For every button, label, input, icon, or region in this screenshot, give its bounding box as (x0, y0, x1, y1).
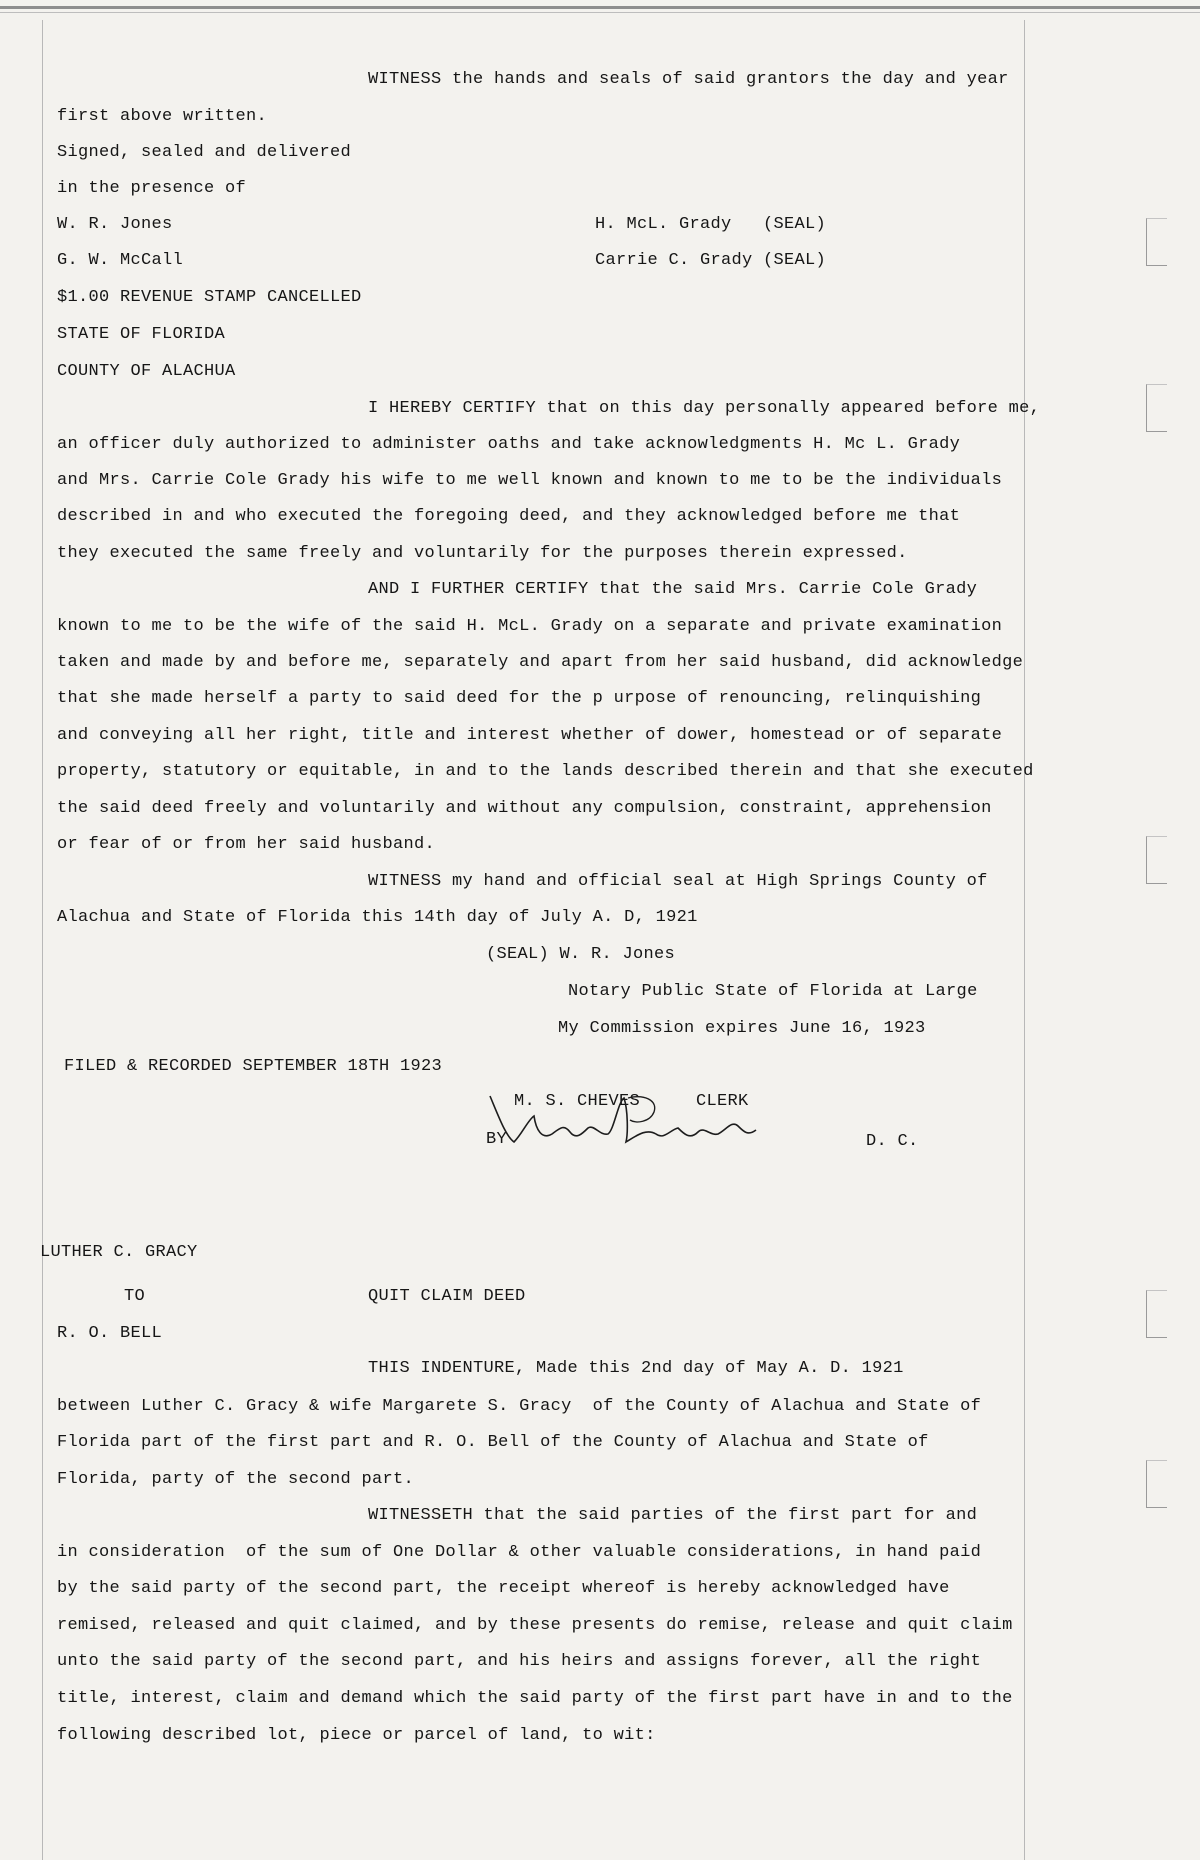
grantee-heading: R. O. BELL (57, 1324, 163, 1343)
certificate-line: and Mrs. Carrie Cole Grady his wife to me well known and known to me to be the individuals (57, 471, 1003, 490)
certificate-line: and conveying all her right, title and interest whether of dower, homestead or of separate (57, 726, 1003, 745)
to-label: TO (124, 1287, 146, 1306)
indenture-line: Florida, party of the second part. (57, 1470, 415, 1489)
certificate-line: Alachua and State of Florida this 14th day of July A. D, 1921 (57, 908, 698, 927)
notary-title: Notary Public State of Florida at Large (568, 982, 978, 1001)
deed-type-heading: QUIT CLAIM DEED (368, 1287, 526, 1306)
filed-recorded-line: FILED & RECORDED SEPTEMBER 18TH 1923 (64, 1057, 443, 1076)
certificate-line: an officer duly authorized to administer oaths and take acknowledgments H. Mc L. Grady (57, 435, 961, 454)
commission-expiry: My Commission expires June 16, 1923 (558, 1019, 926, 1038)
certificate-line: described in and who executed the foregoing deed, and they acknowledged before me that (57, 507, 961, 526)
certificate-line: I HEREBY CERTIFY that on this day personally appeared before me, (368, 399, 1041, 418)
binder-hole-mark (1146, 384, 1167, 432)
certificate-line: they executed the same freely and voluntarily for the purposes therein expressed. (57, 544, 908, 563)
witness-name-1: W. R. Jones (57, 215, 173, 234)
binder-hole-mark (1146, 1460, 1167, 1508)
certificate-line: or fear of or from her said husband. (57, 835, 436, 854)
presence-line: in the presence of (57, 179, 247, 198)
indenture-line: between Luther C. Gracy & wife Margarete S. Gracy of the County of Alachua and State of (57, 1397, 982, 1416)
grantor-heading: LUTHER C. GRACY (40, 1243, 198, 1262)
indenture-line: following described lot, piece or parcel of land, to wit: (57, 1726, 656, 1745)
witness-name-2: G. W. McCall (57, 251, 184, 270)
certificate-line: AND I FURTHER CERTIFY that the said Mrs. Carrie Cole Grady (368, 580, 978, 599)
witness-line-cont: first above written. (57, 107, 268, 126)
state-heading: STATE OF FLORIDA (57, 325, 226, 344)
indenture-line: title, interest, claim and demand which the said party of the first part have in and to the (57, 1689, 1013, 1708)
left-margin-rule (42, 20, 43, 1860)
witness-line: WITNESS the hands and seals of said grantors the day and year (368, 70, 1009, 89)
grantor-signature-1: H. McL. Grady (SEAL) (595, 215, 827, 234)
certificate-line: property, statutory or equitable, in and to the lands described therein and that she executed (57, 762, 1034, 781)
county-heading: COUNTY OF ALACHUA (57, 362, 236, 381)
certificate-line: known to me to be the wife of the said H. McL. Grady on a separate and private examination (57, 617, 1003, 636)
top-border-rule-thin (0, 12, 1200, 13)
binder-hole-mark (1146, 836, 1167, 884)
revenue-stamp-note: $1.00 REVENUE STAMP CANCELLED (57, 288, 362, 307)
clerk-name: M. S. CHEVES (514, 1092, 641, 1111)
certificate-line: that she made herself a party to said deed for the p urpose of renouncing, relinquishing (57, 689, 982, 708)
notary-signature: (SEAL) W. R. Jones (486, 945, 676, 964)
grantor-signature-2: Carrie C. Grady (SEAL) (595, 251, 827, 270)
binder-hole-mark (1146, 1290, 1167, 1338)
certificate-line: the said deed freely and voluntarily and without any compulsion, constraint, apprehension (57, 799, 992, 818)
deputy-clerk-label: D. C. (866, 1132, 919, 1151)
indenture-line: WITNESSETH that the said parties of the first part for and (368, 1506, 978, 1525)
indenture-line: in consideration of the sum of One Dollar & other valuable considerations, in hand paid (57, 1543, 982, 1562)
binder-hole-mark (1146, 218, 1167, 266)
certificate-line: taken and made by and before me, separately and apart from her said husband, did acknowledge (57, 653, 1024, 672)
by-label: BY (486, 1130, 508, 1149)
deputy-clerk-signature (478, 1090, 778, 1160)
right-margin-rule (1024, 20, 1025, 1860)
indenture-line: remised, released and quit claimed, and by these presents do remise, release and quit claim (57, 1616, 1013, 1635)
certificate-line: WITNESS my hand and official seal at High Springs County of (368, 872, 988, 891)
clerk-title: CLERK (696, 1092, 749, 1111)
indenture-line: by the said party of the second part, the receipt whereof is hereby acknowledged have (57, 1579, 950, 1598)
top-border-rule (0, 6, 1200, 9)
signed-sealed-line: Signed, sealed and delivered (57, 143, 352, 162)
indenture-line: Florida part of the first part and R. O. Bell of the County of Alachua and State of (57, 1433, 929, 1452)
indenture-line: THIS INDENTURE, Made this 2nd day of May A. D. 1921 (368, 1359, 904, 1378)
indenture-line: unto the said party of the second part, and his heirs and assigns forever, all the right (57, 1652, 982, 1671)
